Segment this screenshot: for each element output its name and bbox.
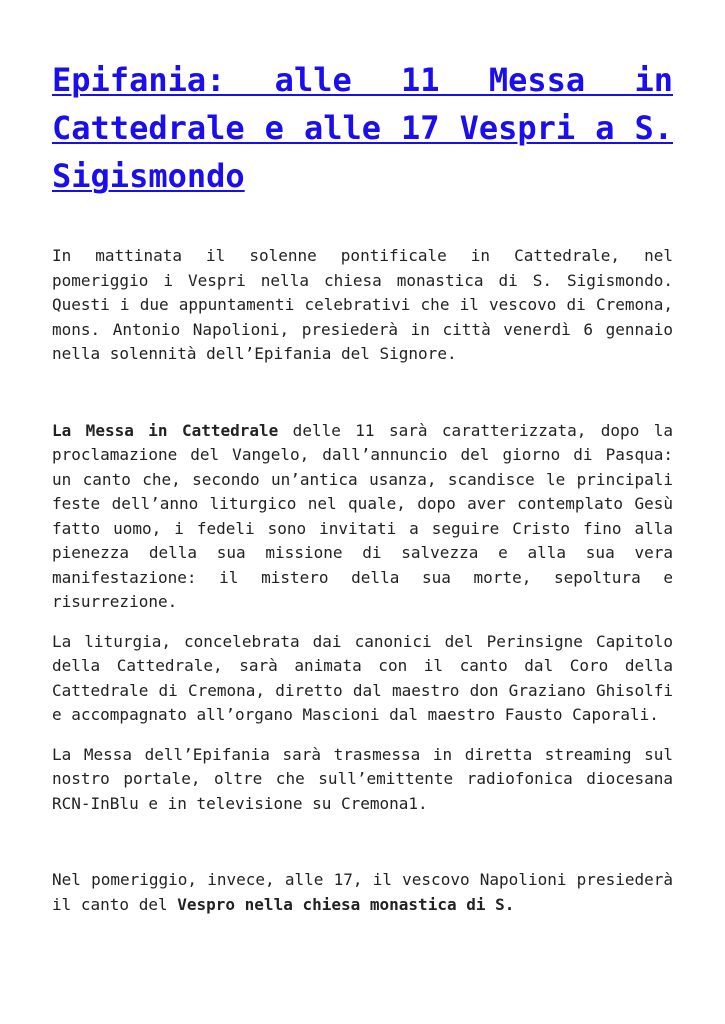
messa-paragraph bbox=[52, 419, 673, 615]
article bbox=[52, 56, 673, 917]
vespro-bold-text: Vespro nella chiesa monastica di S. bbox=[177, 894, 515, 914]
vespro-text: Nel pomeriggio, invece, alle 17, il vescovo Napolioni presiederà il canto del bbox=[52, 870, 673, 914]
article-title-link[interactable]: Epifania: alle 11 Messa in Cattedrale e alle 17 Vespri a S. Sigismondo bbox=[52, 61, 673, 195]
intro-paragraph: In mattinata il solenne pontificale in Cattedrale, nel pomeriggio i Vespri nella chiesa monastica di S. Sigismondo. Questi i due appuntamenti celebrativi che il vescovo di Cremona, mons. Antonio Napolioni, presiederà in città venerdì 6 gennaio nella solennità dell’Epifania del Signore. bbox=[52, 246, 673, 363]
liturgia-paragraph: La liturgia, concelebrata dai canonici del Perinsigne Capitolo della Cattedrale, sarà animata con il canto dal Coro della Cattedrale di Cremona, diretto dal maestro don Graziano Ghisolfi e accompagnato all’organo Mascioni dal maestro Fausto Caporali. bbox=[52, 631, 673, 724]
messa-text: delle 11 sarà caratterizzata, dopo la proclamazione del Vangelo, dall’annuncio del giorno di Pasqua: un canto che, secondo un’antica usanza, scandisce le principali feste dell’anno liturgico nel quale, dopo aver contemplato Gesù fatto uomo, i fedeli sono invitati a seguire Cristo fino alla pienezza della sua missione di salvezza e alla sua vera manifestazione: il mistero della sua morte, sepoltura e risurrezione. bbox=[52, 420, 673, 611]
messa-bold-text: La Messa in Cattedrale bbox=[52, 420, 279, 440]
vespro-paragraph bbox=[52, 868, 673, 917]
article-title bbox=[52, 56, 673, 200]
streaming-paragraph: La Messa dell’Epifania sarà trasmessa in diretta streaming sul nostro portale, oltre che sull’emittente radiofonica diocesana RCN-InBlu e in televisione su Cremona1. bbox=[52, 744, 673, 813]
